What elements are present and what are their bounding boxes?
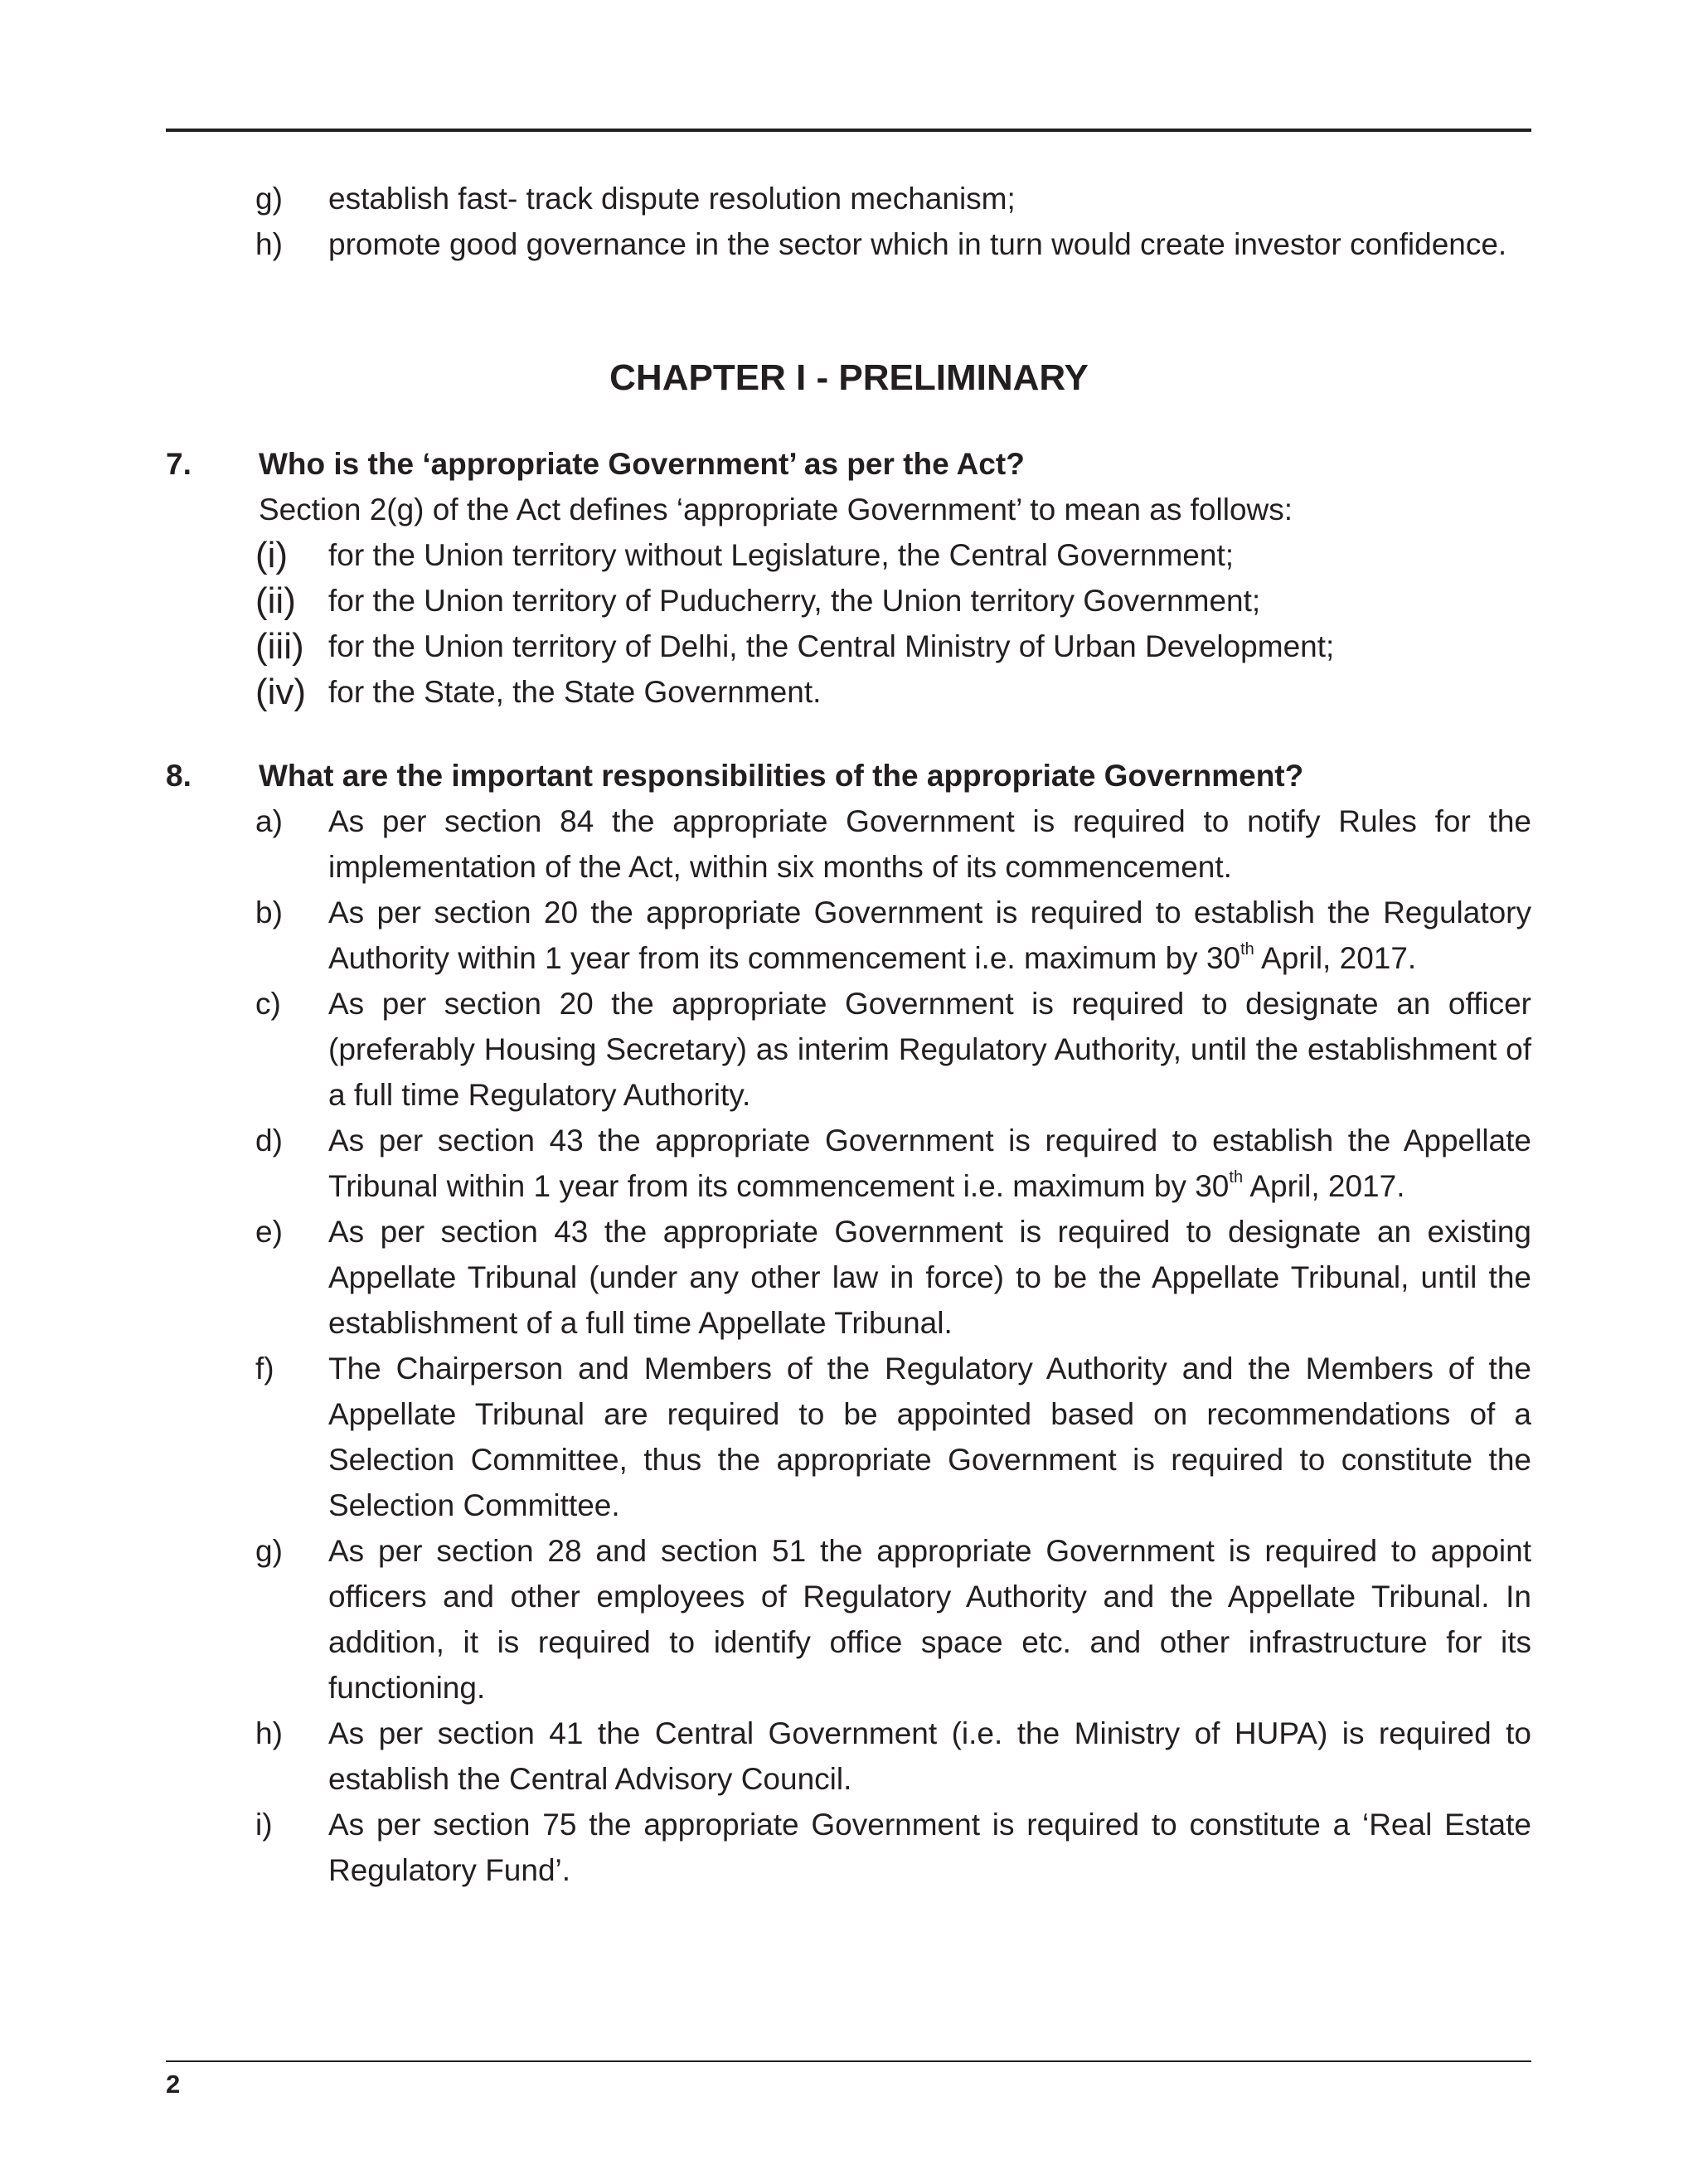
list-label: f) bbox=[255, 1352, 274, 1386]
list-item: As per section 43 the appropriate Government is required to designate an existing Appellate Tribunal (under any other law in force) to be the Appellate Tribunal, until the establishment of a full time Appellate Tribunal. bbox=[328, 1215, 1531, 1340]
footer-rule bbox=[166, 2060, 1531, 2062]
question-heading: What are the important responsibilities of the appropriate Government? bbox=[259, 759, 1304, 793]
list-label: (ii) bbox=[255, 580, 296, 621]
list-item: establish fast- track dispute resolution mechanism; bbox=[328, 182, 1016, 216]
list-label: g) bbox=[255, 1534, 283, 1568]
list-label: d) bbox=[255, 1124, 283, 1158]
list-label: (iv) bbox=[255, 672, 307, 712]
list-label: h) bbox=[255, 227, 283, 261]
list-item: As per section 20 the appropriate Government is required to designate an officer (preferably Housing Secretary) as interim Regulatory Authority, until the establishment of a full time Regulatory Authority. bbox=[328, 987, 1531, 1112]
list-label: c) bbox=[255, 987, 281, 1021]
list-item: for the Union territory of Delhi, the Central Ministry of Urban Development; bbox=[328, 629, 1335, 663]
question-intro: Section 2(g) of the Act defines ‘appropriate Government’ to mean as follows: bbox=[259, 493, 1293, 527]
ordinal-suffix: th bbox=[1240, 939, 1254, 959]
list-item: The Chairperson and Members of the Regulatory Authority and the Members of the Appellate Tribunal are required to be appointed based on recommendations of a Selection Committee, thus the appropriate Government is required to constitute the Selection Committee. bbox=[328, 1352, 1531, 1522]
list-item-text: As per section 43 the appropriate Government is required to establish the Appellate Tribunal within 1 year from its commencement i.e. maximum by 30 bbox=[328, 1124, 1531, 1203]
question-heading: Who is the ‘appropriate Government’ as per the Act? bbox=[259, 447, 1025, 481]
list-item: promote good governance in the sector which in turn would create investor confidence. bbox=[328, 227, 1507, 261]
list-item: for the State, the State Government. bbox=[328, 675, 822, 709]
list-label: (i) bbox=[255, 535, 289, 575]
header-rule bbox=[166, 129, 1531, 132]
list-label: i) bbox=[255, 1808, 273, 1842]
list-item-text: April, 2017. bbox=[1243, 1169, 1405, 1203]
list-item-text: April, 2017. bbox=[1254, 941, 1417, 975]
list-item-text: As per section 20 the appropriate Government is required to establish the Regulatory Authority within 1 year from its commencement i.e. maximum by 30 bbox=[328, 895, 1531, 975]
list-item bbox=[328, 890, 1531, 981]
list-label: (iii) bbox=[255, 626, 304, 667]
question-number: 8. bbox=[166, 759, 192, 793]
question-number: 7. bbox=[166, 447, 192, 481]
chapter-heading: CHAPTER I - PRELIMINARY bbox=[609, 357, 1089, 398]
list-item bbox=[328, 1118, 1531, 1209]
list-label: g) bbox=[255, 182, 283, 216]
list-item: for the Union territory of Puducherry, the Union territory Government; bbox=[328, 584, 1261, 618]
ordinal-suffix: th bbox=[1229, 1167, 1244, 1187]
list-label: a) bbox=[255, 804, 283, 838]
list-label: b) bbox=[255, 895, 283, 929]
page-number: 2 bbox=[166, 2070, 181, 2099]
list-item: As per section 28 and section 51 the appropriate Government is required to appoint officers and other employees of Regulatory Authority and the Appellate Tribunal. In addition, it is required to identify office space etc. and other infrastructure for its functioning. bbox=[328, 1534, 1531, 1705]
list-item: As per section 75 the appropriate Government is required to constitute a ‘Real Estate Regulatory Fund’. bbox=[328, 1808, 1531, 1887]
list-item: As per section 41 the Central Government (i.e. the Ministry of HUPA) is required to establish the Central Advisory Council. bbox=[328, 1716, 1531, 1796]
list-item: for the Union territory without Legislature, the Central Government; bbox=[328, 538, 1235, 572]
list-label: h) bbox=[255, 1716, 283, 1750]
list-item: As per section 84 the appropriate Government is required to notify Rules for the implementation of the Act, within six months of its commencement. bbox=[328, 804, 1531, 884]
list-label: e) bbox=[255, 1215, 283, 1249]
